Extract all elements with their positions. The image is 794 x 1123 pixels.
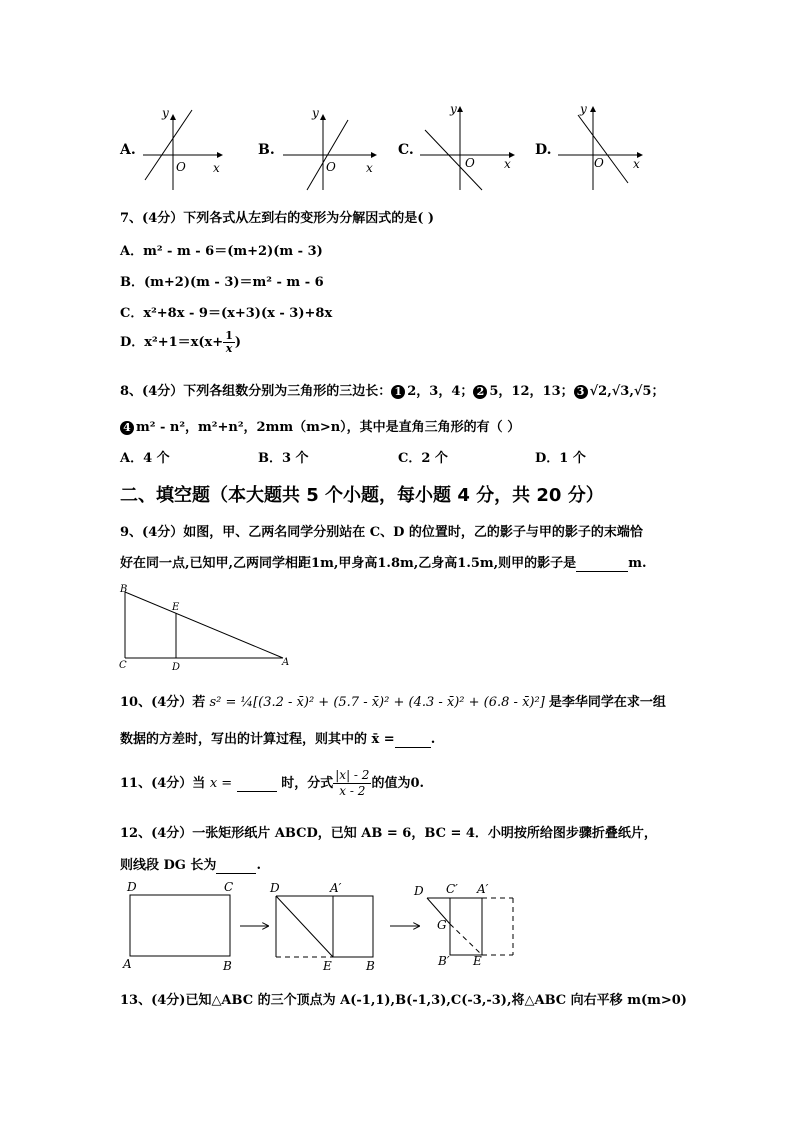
q8-circle-2: 2: [473, 385, 487, 399]
graph-a: [143, 106, 222, 190]
q12-line1: 12、(4分）一张矩形纸片 ABCD，已知 AB = 6，BC = 4．小明按所给图步骤折叠纸片，: [120, 826, 657, 841]
graph-b-y: y: [312, 106, 319, 120]
q9-label-c: C: [119, 660, 127, 671]
q7-option-b: B．(m+2)(m - 3)＝m² - m - 6: [120, 275, 324, 290]
q11-suffix: 的值为0.: [371, 776, 425, 791]
q8-group-4: m² - n²，m²+n²，2mm（m>n），其中是直角三角形的有（ ）: [136, 420, 521, 435]
graph-c-y: y: [450, 102, 457, 116]
q7-option-a: A．m² - m - 6＝(m+2)(m - 3): [120, 244, 323, 259]
q12-f1-b: B: [223, 959, 232, 973]
q8-circle-1: 1: [391, 385, 405, 399]
q9-label-b: B: [120, 584, 128, 595]
q10-line1: [120, 691, 666, 710]
q8-option-d: D．1 个: [535, 451, 586, 466]
graph-c-x: x: [504, 157, 511, 171]
q7-stem: 7、(4分）下列各式从左到右的变形为分解因式的是( ): [120, 211, 435, 226]
q12-f2-a1: A′: [330, 881, 342, 895]
q12-fig1: [122, 880, 233, 973]
q6-option-c-label: C.: [398, 142, 414, 158]
graph-b-o: O: [326, 160, 336, 174]
q10-prefix: 10、(4分）若: [120, 695, 206, 710]
q12-f3-c1: C′: [446, 882, 458, 896]
q12-fig3: [413, 882, 513, 968]
q8-group-3: √2,√3,√5；: [589, 384, 665, 399]
q12-answer-blank[interactable]: [216, 858, 256, 874]
q10-suffix: 是李华同学在求一组: [548, 695, 666, 710]
q12-end: .: [256, 858, 261, 873]
q6-option-a-label: A.: [120, 142, 136, 158]
q9-label-d: D: [172, 662, 181, 672]
q7-d-num: 1: [225, 329, 233, 342]
q8-group-2: 5，12，13；: [489, 384, 574, 399]
q8-option-b: B．3 个: [258, 451, 309, 466]
q12-line2-text: 则线段 DG 长为: [120, 858, 217, 873]
graph-d: [558, 102, 642, 190]
q12-f3-g: G: [437, 918, 447, 932]
q7-option-c: C．x²+8x - 9＝(x+3)(x - 3)+8x: [120, 306, 333, 321]
q12-f1-d: D: [127, 880, 137, 894]
q11-num: |x| - 2: [335, 768, 370, 782]
q12-f2-b: B: [366, 959, 375, 973]
graph-d-x: x: [633, 157, 640, 171]
q10-end: .: [430, 732, 436, 747]
q8-group-1: 2，3，4；: [407, 384, 474, 399]
q9-unit: m.: [628, 556, 647, 571]
q9-line2: [120, 552, 646, 572]
q10-formula: s² = ¼[(3.2 - x̄)² + (5.7 - x̄)² + (4.3 - x̄)² + (6.8 - x̄)²]: [209, 695, 545, 710]
graph-a-y: y: [162, 106, 169, 120]
q10-answer-blank[interactable]: [395, 732, 431, 748]
q11-prefix: 11、(4分）当: [120, 776, 206, 791]
graph-d-o: O: [594, 156, 604, 170]
q11-mid: 时，分式: [281, 776, 334, 791]
q8-option-a: A．4 个: [120, 451, 170, 466]
q8-option-c: C．2 个: [398, 451, 448, 466]
graph-c-o: O: [465, 156, 475, 170]
q7-d-den: x: [225, 342, 233, 355]
q7-d-suffix: ): [234, 335, 242, 350]
graph-a-o: O: [176, 160, 186, 174]
q10-line2: [120, 728, 435, 748]
graph-b-x: x: [366, 161, 373, 175]
q8-line2: [120, 416, 520, 435]
graph-a-x: x: [213, 161, 220, 175]
q6-option-b-label: B.: [258, 142, 275, 158]
q6-graphs: [0, 95, 700, 195]
q8-circle-3: 3: [574, 385, 588, 399]
q11-var: x =: [209, 776, 233, 791]
q11-answer-blank[interactable]: [237, 776, 277, 792]
section-2-title: 二、填空题（本大题共 5 个小题，每小题 4 分，共 20 分）: [120, 485, 604, 506]
q11-line: [120, 768, 424, 799]
q12-f3-a1: A′: [477, 882, 489, 896]
q7-d-prefix: D．x²+1＝x(x+: [120, 335, 224, 350]
graph-d-y: y: [580, 102, 587, 116]
graph-c: [420, 102, 514, 190]
graph-b: [283, 106, 376, 190]
q12-f2-e: E: [323, 959, 332, 973]
q7-option-d: [120, 330, 241, 355]
q9-figure: [115, 580, 295, 672]
q12-fig2: [269, 881, 375, 973]
q12-f2-d: D: [270, 881, 280, 895]
q8-prefix: 8、(4分）下列各组数分别为三角形的三边长：: [120, 384, 392, 399]
q9-label-e: E: [172, 602, 180, 613]
q12-f3-e: E: [473, 954, 482, 968]
q9-line1: 9、(4分）如图，甲、乙两名同学分别站在 C、D 的位置时，乙的影子与甲的影子的末端恰: [120, 525, 643, 540]
q13-line1: 13、(4分)已知△ABC 的三个顶点为 A(-1,1),B(-1,3),C(-3,-3),将△ABC 向右平移 m(m>0): [120, 993, 687, 1008]
q8-circle-4: 4: [120, 421, 134, 435]
q8-line1: [120, 380, 664, 399]
q9-label-a: A: [282, 657, 290, 668]
q12-f1-a: A: [123, 957, 132, 971]
q12-f3-d: D: [414, 884, 424, 898]
q12-f1-c: C: [224, 880, 234, 894]
q12-f3-b1: B′: [438, 954, 450, 968]
q12-figures: [115, 876, 525, 976]
q9-answer-blank[interactable]: [576, 556, 628, 572]
q9-line2-text: 好在同一点,已知甲,乙两同学相距1m,甲身高1.8m,乙身高1.5m,则甲的影子是: [120, 556, 577, 571]
q11-den: x - 2: [339, 784, 366, 798]
q12-line2: [120, 854, 261, 874]
q10-line2-text: 数据的方差时，写出的计算过程，则其中的 x̄ =: [120, 732, 395, 747]
q6-option-d-label: D.: [535, 142, 552, 158]
